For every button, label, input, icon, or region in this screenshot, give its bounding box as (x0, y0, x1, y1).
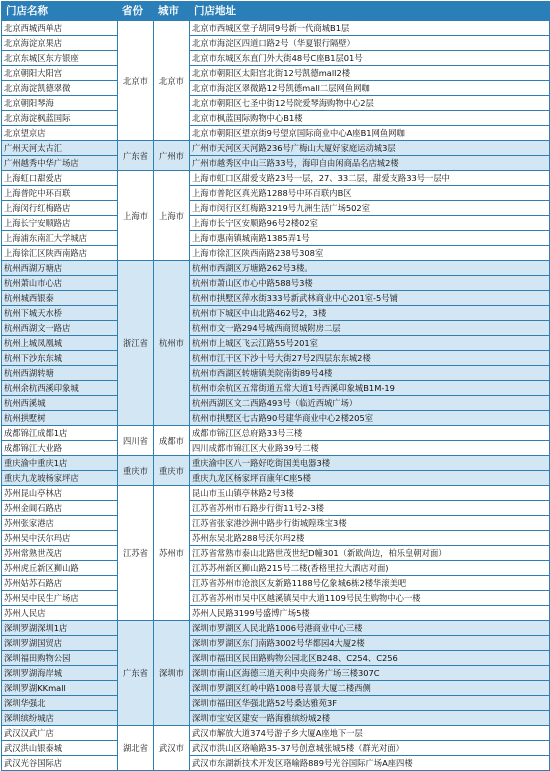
store-name-cell: 北京西城西单店 (2, 21, 118, 36)
store-name-cell: 北京朝阳大阳宫 (2, 66, 118, 81)
province-cell: 浙江省 (118, 261, 154, 426)
table-row (2, 141, 550, 156)
table-row (2, 441, 550, 456)
store-table (1, 1, 550, 771)
store-address-cell: 北京市朝阳区望京街9号望京国际商业中心A座B1网鱼网咖 (190, 126, 550, 141)
store-address-cell: 北京市朝阳区七圣中街12号院爱琴海购物中心2层 (190, 96, 550, 111)
store-name-cell: 苏州虎丘新区狮山路 (2, 561, 118, 576)
store-address-cell: 深圳市罗湖区人民北路1006号港商业中心三楼 (190, 621, 550, 636)
province-cell: 上海市 (118, 171, 154, 261)
store-name-cell: 北京望京店 (2, 126, 118, 141)
store-address-cell: 北京市海淀区四道口路2号（华夏银行隔壁） (190, 36, 550, 51)
store-address-cell: 广州市越秀区中山三路33号，海印自由闲商品名店城2楼 (190, 156, 550, 171)
store-name-cell: 苏州常熟世茂店 (2, 546, 118, 561)
store-name-cell: 北京海淀枫蓝国际 (2, 111, 118, 126)
store-address-cell: 杭州市拱墅区萍水街333号新武林商业中心201室-5号铺 (190, 291, 550, 306)
store-name-cell: 广州天河太古汇 (2, 141, 118, 156)
store-address-cell: 深圳市福田区民田路购物公园北区B248、C254、C256 (190, 651, 550, 666)
table-row (2, 246, 550, 261)
store-name-cell: 深圳罗湖KKmall (2, 681, 118, 696)
store-name-cell: 上海徐汇区陕西南路店 (2, 246, 118, 261)
table-row (2, 561, 550, 576)
store-address-cell: 杭州市文一路294号城西商贸城附房二层 (190, 321, 550, 336)
store-address-cell: 杭州市江干区下沙十号大街27号2四层东东城2楼 (190, 351, 550, 366)
store-address-cell: 重庆渝中区八一路好吃街国美电器3楼 (190, 456, 550, 471)
table-row (2, 381, 550, 396)
store-address-cell: 深圳市福田区华强北路52号桑达雅苑3F (190, 696, 550, 711)
province-cell: 广东省 (118, 621, 154, 726)
store-name-cell: 成都锦江成都1店 (2, 426, 118, 441)
table-row (2, 531, 550, 546)
store-name-cell: 杭州上城凤凰城 (2, 336, 118, 351)
store-list-document (1, 1, 549, 768)
store-address-cell: 北京市海淀区翠微路12号凯德mall二层网鱼网咖 (190, 81, 550, 96)
store-name-cell: 杭州西湖转塘 (2, 366, 118, 381)
table-row (2, 651, 550, 666)
city-cell: 杭州市 (154, 261, 190, 426)
table-body (2, 21, 550, 771)
table-row (2, 411, 550, 426)
store-name-cell: 武汉洪山银泰城 (2, 741, 118, 756)
store-name-cell: 上海虹口甜爱店 (2, 171, 118, 186)
province-cell: 北京市 (118, 21, 154, 141)
store-name-cell: 杭州下沙东东城 (2, 351, 118, 366)
table-row (2, 171, 550, 186)
table-row (2, 291, 550, 306)
store-address-cell: 深圳市罗湖区红岭中路1008号喜景大厦二楼西侧 (190, 681, 550, 696)
store-address-cell: 杭州市萧山区市心中路588号3楼 (190, 276, 550, 291)
table-row (2, 471, 550, 486)
table-row (2, 681, 550, 696)
store-name-cell: 重庆渝中重庆1店 (2, 456, 118, 471)
store-address-cell: 江苏省苏州市吴中区越溪镇吴中大道1109号民生购物中心一楼 (190, 591, 550, 606)
store-address-cell: 昆山市玉山镇亭林路2号3楼 (190, 486, 550, 501)
store-name-cell: 成都锦江大业路 (2, 441, 118, 456)
table-row (2, 666, 550, 681)
store-address-cell: 江苏省张家港沙洲中路步行街城隍珠宝3楼 (190, 516, 550, 531)
table-row (2, 126, 550, 141)
table-row (2, 696, 550, 711)
table-row (2, 321, 550, 336)
store-address-cell: 上海市惠南镇城南路1385弄1号 (190, 231, 550, 246)
store-name-cell: 杭州余杭西溪印象城 (2, 381, 118, 396)
province-cell: 江苏省 (118, 486, 154, 621)
province-cell: 重庆市 (118, 456, 154, 486)
store-name-cell: 杭州下城天水桥 (2, 306, 118, 321)
store-address-cell: 北京市东城区东直门外大街48号C座B1层01号 (190, 51, 550, 66)
store-address-cell: 武汉市东湖新技术开发区珞喻路889号光谷国际广场A座四楼 (190, 756, 550, 771)
store-address-cell: 上海市闵行区红梅路3219号九洲生活广场502室 (190, 201, 550, 216)
table-row (2, 186, 550, 201)
store-address-cell: 武汉市洪山区珞喻路35-37号创意城张城5楼（群光对面） (190, 741, 550, 756)
table-row (2, 396, 550, 411)
province-cell: 湖北省 (118, 726, 154, 771)
store-name-cell: 北京朝阳琴海 (2, 96, 118, 111)
header-province: 省份 (118, 2, 154, 21)
city-cell: 重庆市 (154, 456, 190, 486)
city-cell: 深圳市 (154, 621, 190, 726)
store-name-cell: 苏州吴中民生广场店 (2, 591, 118, 606)
table-row (2, 216, 550, 231)
store-name-cell: 杭州城西银泰 (2, 291, 118, 306)
city-cell: 上海市 (154, 171, 190, 261)
store-name-cell: 苏州昆山亭林店 (2, 486, 118, 501)
table-row (2, 486, 550, 501)
table-row (2, 576, 550, 591)
city-cell: 广州市 (154, 141, 190, 171)
header-city: 城市 (154, 2, 190, 21)
store-name-cell: 广州越秀中华广场店 (2, 156, 118, 171)
city-cell: 苏州市 (154, 486, 190, 621)
store-name-cell: 北京东城区东方银座 (2, 51, 118, 66)
table-row (2, 516, 550, 531)
store-name-cell: 深圳罗湖海岸城 (2, 666, 118, 681)
store-name-cell: 上海闵行红梅路店 (2, 201, 118, 216)
store-address-cell: 北京市朝阳区太阳宫北街12号凯德mall2楼 (190, 66, 550, 81)
table-row (2, 201, 550, 216)
store-name-cell: 上海浦东南汇大学城店 (2, 231, 118, 246)
table-row (2, 156, 550, 171)
table-header-row (2, 2, 550, 21)
table-row (2, 606, 550, 621)
province-cell: 四川省 (118, 426, 154, 456)
store-address-cell: 江苏省常熟市泰山北路世茂世纪D幢301（新欧尚边，柏乐皇朝对面） (190, 546, 550, 561)
table-row (2, 546, 550, 561)
store-name-cell: 苏州金阊石路店 (2, 501, 118, 516)
table-row (2, 81, 550, 96)
store-name-cell: 深圳罗湖国贸店 (2, 636, 118, 651)
store-name-cell: 苏州张家港店 (2, 516, 118, 531)
store-address-cell: 武汉市解放大道374号游子乡大厦A座地下一层 (190, 726, 550, 741)
city-cell: 北京市 (154, 21, 190, 141)
store-address-cell: 杭州西湖区文二西路493号（临近西城广场） (190, 396, 550, 411)
store-address-cell: 深圳市罗湖区东门南路3002号华都园4大厦2楼 (190, 636, 550, 651)
store-name-cell: 杭州西湖万塘店 (2, 261, 118, 276)
table-row (2, 261, 550, 276)
table-row (2, 231, 550, 246)
store-name-cell: 深圳罗湖深圳1店 (2, 621, 118, 636)
store-name-cell: 苏州吴中沃尔玛店 (2, 531, 118, 546)
header-address: 门店地址 (190, 2, 550, 21)
store-address-cell: 杭州市余杭区五常街道五常大道1号西溪印象城B1M-19 (190, 381, 550, 396)
store-address-cell: 杭州市西湖区转塘镇美院南街89号4楼 (190, 366, 550, 381)
table-row (2, 501, 550, 516)
store-address-cell: 上海市普陀区真光路1288号中环百联内B区 (190, 186, 550, 201)
table-row (2, 426, 550, 441)
store-name-cell: 北京海淀凯德翠微 (2, 81, 118, 96)
store-name-cell: 杭州西湖文一路店 (2, 321, 118, 336)
table-row (2, 306, 550, 321)
store-name-cell: 杭州西溪城 (2, 396, 118, 411)
store-address-cell: 杭州市西湖区万塘路262号3楼。 (190, 261, 550, 276)
store-address-cell: 四川成都市锦江区大业路39号二楼 (190, 441, 550, 456)
table-row (2, 96, 550, 111)
store-address-cell: 广州市天河区天河路236号广梅山大厦好家庭运动城3层 (190, 141, 550, 156)
store-name-cell: 北京海淀京果店 (2, 36, 118, 51)
table-row (2, 726, 550, 741)
store-address-cell: 北京市枫蓝国际购物中心B1楼 (190, 111, 550, 126)
city-cell: 成都市 (154, 426, 190, 456)
store-address-cell: 杭州市下城区中山北路462号2，3楼 (190, 306, 550, 321)
store-address-cell: 重庆九龙区杨家坪百康年C座5楼 (190, 471, 550, 486)
store-name-cell: 杭州萧山市心店 (2, 276, 118, 291)
city-cell: 武汉市 (154, 726, 190, 771)
store-name-cell: 苏州人民店 (2, 606, 118, 621)
store-address-cell: 深圳市南山区海德三道天利中央商务广场三楼307C (190, 666, 550, 681)
store-name-cell: 武汉光谷国际店 (2, 756, 118, 771)
table-row (2, 111, 550, 126)
table-row (2, 711, 550, 726)
store-name-cell: 上海普陀中环百联 (2, 186, 118, 201)
store-address-cell: 苏州人民路3199号盛博广场5楼 (190, 606, 550, 621)
table-row (2, 351, 550, 366)
store-address-cell: 上海市虹口区甜爱支路23号一层，27、33二层，甜爱支路33号一层中 (190, 171, 550, 186)
province-cell: 广东省 (118, 141, 154, 171)
table-row (2, 36, 550, 51)
store-name-cell: 武汉汉武广店 (2, 726, 118, 741)
table-row (2, 636, 550, 651)
table-row (2, 456, 550, 471)
store-address-cell: 江苏省苏州市沧浪区友新路1188号亿象城6栋2楼华滚美吧 (190, 576, 550, 591)
table-row (2, 366, 550, 381)
store-address-cell: 成都市锦江区总府路33号三楼 (190, 426, 550, 441)
store-address-cell: 江苏省苏州市石路步行街11号2-3楼 (190, 501, 550, 516)
store-address-cell: 北京市西城区堂子胡同9号新一代商城B1层 (190, 21, 550, 36)
store-name-cell: 苏州姑苏石路店 (2, 576, 118, 591)
table-row (2, 276, 550, 291)
store-name-cell: 深圳福田购物公园 (2, 651, 118, 666)
table-row (2, 756, 550, 771)
store-name-cell: 上海长宁安顺路店 (2, 216, 118, 231)
store-address-cell: 上海市徐汇区陕西南路238号308室 (190, 246, 550, 261)
store-name-cell: 深圳缤纷城店 (2, 711, 118, 726)
table-row (2, 21, 550, 36)
store-address-cell: 上海市长宁区安顺路96号2楼02室 (190, 216, 550, 231)
table-row (2, 51, 550, 66)
header-store-name: 门店名称 (2, 2, 118, 21)
store-name-cell: 杭州拱墅树 (2, 411, 118, 426)
store-address-cell: 杭州市上城区飞云江路55号201室 (190, 336, 550, 351)
store-name-cell: 重庆九龙坡杨家坪店 (2, 471, 118, 486)
store-address-cell: 深圳市宝安区建安一路海雅缤纷城2楼 (190, 711, 550, 726)
store-address-cell: 江苏苏州新区狮山路215号二楼(香格里拉大酒店对面) (190, 561, 550, 576)
table-row (2, 621, 550, 636)
table-row (2, 336, 550, 351)
store-address-cell: 苏州东吴北路288号沃尔玛2楼 (190, 531, 550, 546)
table-row (2, 66, 550, 81)
store-name-cell: 深圳华强北 (2, 696, 118, 711)
table-row (2, 591, 550, 606)
table-row (2, 741, 550, 756)
store-address-cell: 杭州市拱墅区七古路90号建华商业中心2楼205室 (190, 411, 550, 426)
